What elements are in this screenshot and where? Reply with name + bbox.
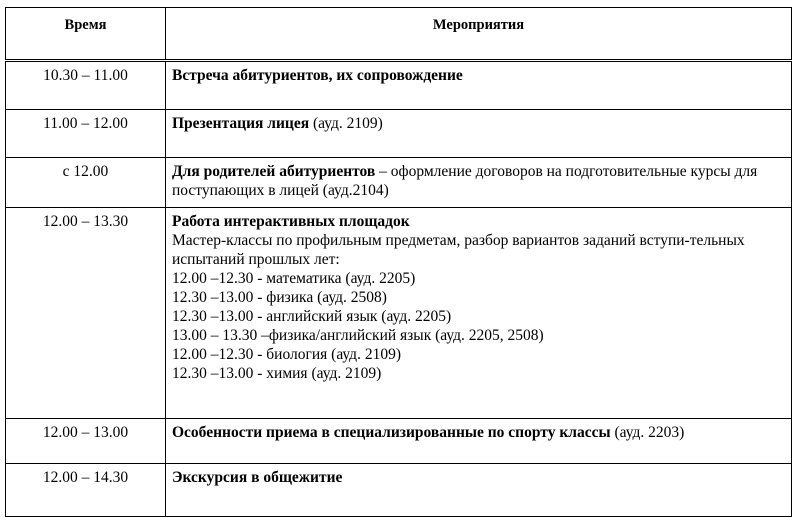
event-title: Экскурсия в общежитие — [172, 469, 343, 486]
session-item: 12.30 –13.00 - химия (ауд. 2109) — [172, 365, 382, 382]
event-details: – оформление договоров на подготовительные курсы для поступающих в лицей (ауд.2104) — [172, 163, 758, 199]
row-event — [166, 158, 792, 208]
table-row — [6, 158, 792, 208]
row-event — [166, 419, 792, 464]
session-item: 12.00 –12.30 - биология (ауд. 2109) — [172, 346, 401, 363]
session-item: 12.00 –12.30 - математика (ауд. 2205) — [172, 270, 416, 287]
schedule-table — [5, 7, 792, 517]
row-time: 12.00 – 14.30 — [6, 464, 166, 517]
row-event — [166, 61, 792, 110]
header-events: Мероприятия — [166, 8, 792, 61]
row-time: 12.00 – 13.30 — [6, 208, 166, 419]
event-intro: Мастер-классы по профильным предметам, разбор вариантов заданий вступи-тельных испытаний прошлых лет: — [172, 232, 745, 268]
row-time: 12.00 – 13.00 — [6, 419, 166, 464]
session-item: 12.30 –13.00 - физика (ауд. 2508) — [172, 289, 387, 306]
event-title: Работа интерактивных площадок — [172, 213, 410, 230]
table-header-row — [6, 8, 792, 61]
row-time: 10.30 – 11.00 — [6, 61, 166, 110]
schedule-document — [5, 7, 792, 517]
table-row — [6, 464, 792, 517]
row-event — [166, 208, 792, 419]
event-title: Особенности приема в специализированные по спорту классы — [172, 424, 611, 441]
event-title: Для родителей абитуриентов — [172, 163, 376, 180]
event-title: Встреча абитуриентов, их сопровождение — [172, 67, 463, 84]
table-row — [6, 110, 792, 158]
table-row — [6, 208, 792, 419]
event-details: (ауд. 2109) — [309, 115, 383, 132]
event-title: Презентация лицея — [172, 115, 310, 132]
session-item: 13.00 – 13.30 –физика/английский язык (ауд. 2205, 2508) — [172, 327, 544, 344]
table-row — [6, 61, 792, 110]
session-item: 12.30 –13.00 - английский язык (ауд. 2205) — [172, 308, 452, 325]
header-time: Время — [6, 8, 166, 61]
row-time: с 12.00 — [6, 158, 166, 208]
row-time: 11.00 – 12.00 — [6, 110, 166, 158]
row-event — [166, 464, 792, 517]
table-row — [6, 419, 792, 464]
event-details: (ауд. 2203) — [610, 424, 685, 441]
row-event — [166, 110, 792, 158]
